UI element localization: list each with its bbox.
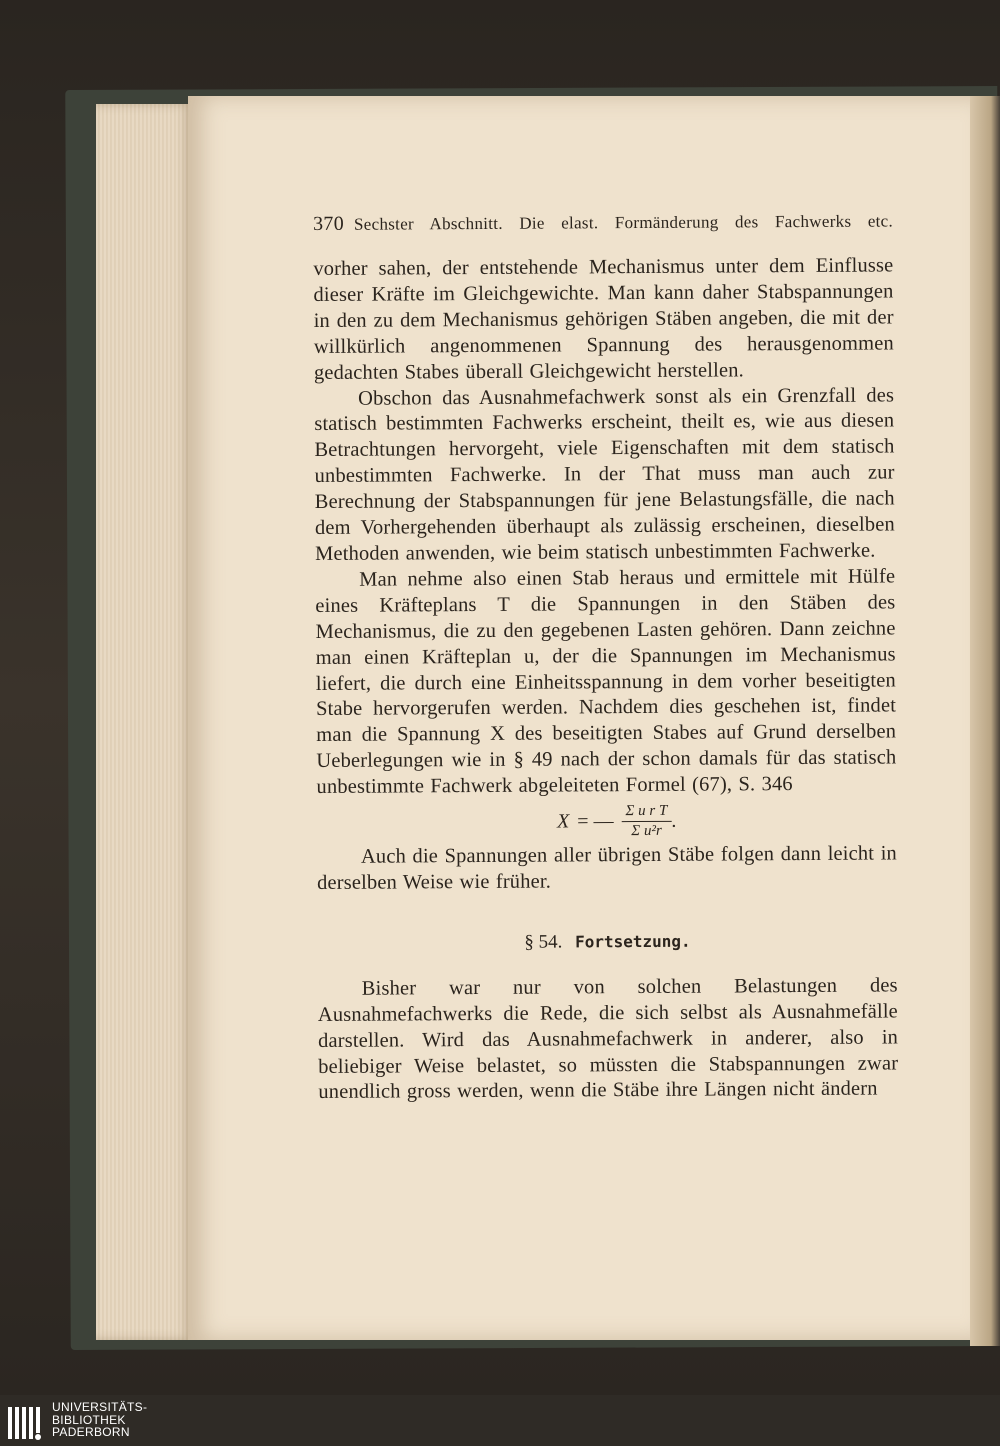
formula-denominator: Σ u²r	[631, 822, 662, 839]
page-number: 370	[313, 212, 345, 235]
library-line-2: BIBLIOTHEK	[52, 1412, 126, 1427]
formula	[337, 797, 897, 844]
page-edges	[96, 104, 192, 1340]
section-heading	[317, 929, 897, 955]
section-title: Fortsetzung.	[574, 931, 691, 952]
paragraph-1: vorher sahen, der entstehende Mechanismus unter dem Einflusse dieser Kräfte im Gleichgewichte. Man kann daher Stabspannungen in den zu dem Mechanismus gehörigen Stäben angeben, die mit der willkürlich angenommenen Spannung des herausgenommen gedachten Stabes überall Gleichgewicht herstellen.	[313, 254, 894, 384]
formula-lhs: X	[556, 809, 570, 833]
library-name	[52, 1401, 147, 1439]
formula-end: .	[671, 809, 677, 832]
paragraph-4: Auch die Spannungen aller übrigen Stäbe folgen dann leicht in derselben Weise wie früher.	[317, 842, 897, 894]
running-head	[313, 209, 893, 243]
paragraph-5: Bisher war nur von solchen Belastungen des Ausnahmefachwerks die Rede, die sich selbst als Ausnahmefälle darstellen. Wird das Ausnahmefachwerk in anderer, also in beliebiger Weise belastet, so müssten die Stabspannungen zwar unendlich gross werden, wenn die Stäbe ihre Längen nicht ändern	[317, 974, 899, 1104]
running-head-title: Sechster Abschnitt. Die elast. Formänderung des Fachwerks etc.	[353, 211, 894, 234]
library-line-3: PADERBORN	[52, 1425, 130, 1439]
paragraph-3: Man nehme also einen Stab heraus und ermittele mit Hülfe eines Kräfteplans T die Spannungen in den Stäben des Mechanismus, die zu den gegebenen Lasten gehören. Dann zeichne man einen Kräfteplan u, der die Spannungen im Mechanismus liefert, die durch eine Einheitsspannung in dem vorher beseitigten Stabe hervorgerufen werden. Nachdem dies geschehen ist, findet man die Spannung X des beseitigten Stabes auf Grund derselben Ueberlegungen wie in § 49 nach der schon damals für das statisch unbestimmte Fachwerk abgeleiteten Formel (67), S. 346	[315, 565, 897, 799]
page-right-edge	[970, 96, 1000, 1346]
paragraph-2: Obschon das Ausnahmefachwerk sonst als ein Grenzfall des statisch bestimmten Fachwerks erscheint, theilt es, wie aus diesen Betrachtungen hervorgeht, viele Eigenschaften mit dem statisch unbestimmten Fachwerke. In der That muss man auch zur Berechnung der Stabspannungen für jene Belastungsfälle, die nach dem Vorhergehenden überhaupt als zulässig erscheinen, dieselben Methoden anwenden, wie beim statisch unbestimmten Fachwerke.	[314, 383, 895, 565]
formula-numerator: Σ u r T	[621, 802, 671, 821]
formula-fraction	[621, 802, 671, 839]
library-logo-icon	[8, 1405, 46, 1441]
page-text-block	[313, 209, 898, 1106]
library-line-1: UNIVERSITÄTS-	[52, 1400, 148, 1414]
section-number: § 54.	[524, 931, 563, 953]
library-footer-bar	[0, 1395, 1000, 1446]
formula-equals: = —	[577, 809, 614, 832]
